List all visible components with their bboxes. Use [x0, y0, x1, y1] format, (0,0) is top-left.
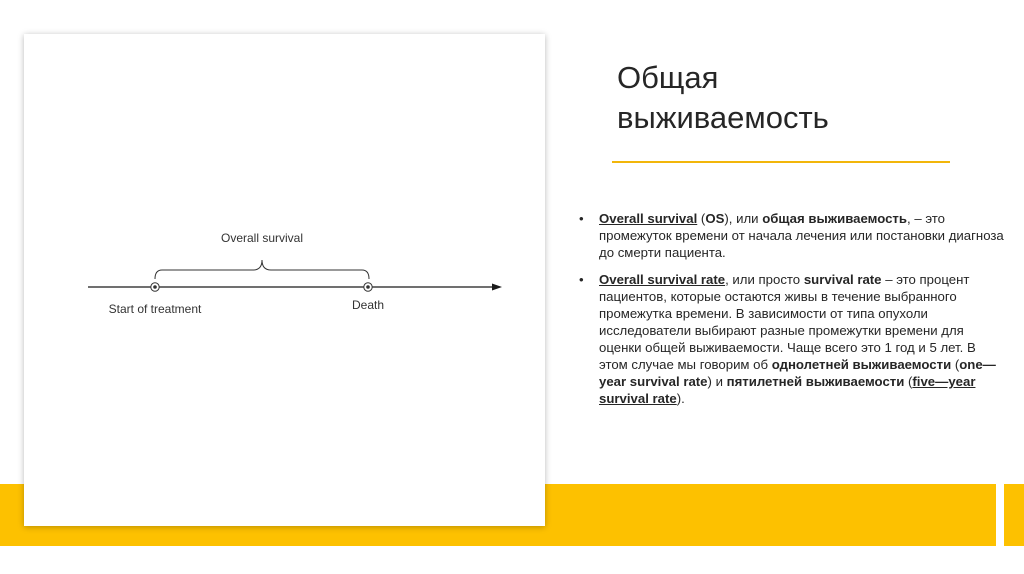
bullet-text-segment: ).	[676, 391, 685, 406]
timeline-arrowhead	[492, 284, 502, 291]
bullet-text-segment: общая выживаемость	[762, 211, 907, 226]
timeline-diagram	[24, 34, 545, 526]
overall-survival-label: Overall survival	[220, 231, 304, 245]
definition-list	[577, 210, 1007, 417]
death-marker	[364, 283, 372, 291]
title-underline-rule	[612, 161, 950, 163]
bullet-text-segment: , или просто	[725, 272, 804, 287]
bullet-overall-survival-rate	[577, 271, 1007, 407]
bullet-text-segment: Overall survival rate	[599, 272, 726, 287]
bullet-text-segment: ), или	[724, 211, 763, 226]
death-label: Death	[351, 298, 385, 312]
bullet-text-segment: Overall survival	[599, 211, 698, 226]
overall-survival-bracket	[155, 260, 369, 279]
bullet-text-segment: OS	[705, 211, 725, 226]
bullet-overall-survival	[577, 210, 1007, 261]
bullet-text-segment: five—year survival rate	[599, 374, 976, 406]
bullet-text-segment: – это процент пациентов, которые остаются живы в течение выбранного промежутка времени. В зависимости от типа опухоли исследователи выбирают разные промежутки времени для оценки общей выживаемости. Чаще всего это 1 год и 5 лет. В этом случае мы говорим об	[599, 272, 976, 372]
yellow-footer-strip	[1004, 484, 1024, 546]
bullet-text-segment: one—year survival rate	[599, 357, 996, 389]
diagram-card	[24, 34, 545, 526]
title-line-2: выживаемость	[617, 100, 829, 135]
bullet-text-segment: пятилетней выживаемости	[726, 374, 905, 389]
bullet-text-segment: (	[697, 211, 706, 226]
bullet-text-segment: однолетней выживаемости	[771, 357, 952, 372]
start-marker	[151, 283, 159, 291]
bullet-text-segment: survival rate	[803, 272, 882, 287]
title-line-1: Общая	[617, 60, 719, 95]
bullet-text-segment: , – это промежуток времени от начала лечения или постановки диагноза до смерти пациента.	[599, 211, 1004, 260]
bullet-text-segment: (	[951, 357, 960, 372]
slide-title	[617, 58, 977, 138]
bullet-text-segment: (	[904, 374, 913, 389]
start-of-treatment-label: Start of treatment	[108, 302, 202, 316]
bullet-text-segment: ) и	[707, 374, 727, 389]
